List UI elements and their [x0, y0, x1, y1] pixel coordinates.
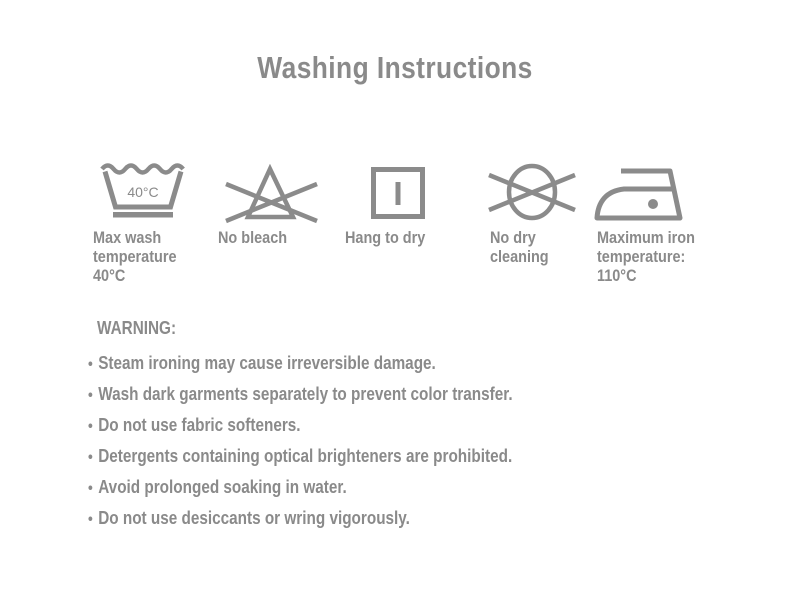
bullet-icon: • — [88, 449, 93, 466]
bullet-icon: • — [88, 387, 93, 404]
warning-item: • Detergents containing optical brighteners are prohibited. — [88, 445, 513, 469]
warning-heading: WARNING: — [97, 318, 177, 338]
wash-tub-40c-icon — [98, 157, 188, 221]
care-symbol-label-no-bleach: No bleach — [218, 228, 288, 247]
hang-to-dry-icon — [371, 167, 425, 219]
care-symbol-label-max-iron: Maximum iron temperature: 110°C — [597, 228, 695, 285]
warning-list — [88, 352, 588, 531]
care-symbol-label-hang-to-dry: Hang to dry — [345, 228, 426, 247]
care-symbol-label-max-wash: Max wash temperature 40°C — [93, 228, 177, 285]
warning-item: • Wash dark garments separately to prevent color transfer. — [88, 383, 513, 407]
bullet-icon: • — [88, 480, 93, 497]
bullet-icon: • — [88, 511, 93, 528]
wash-temperature-text: 40°C — [127, 184, 159, 200]
no-dry-cleaning-icon — [487, 162, 582, 222]
bullet-icon: • — [88, 418, 93, 435]
no-bleach-icon — [224, 164, 319, 226]
warning-item: • Avoid prolonged soaking in water. — [88, 476, 513, 500]
iron-low-heat-icon — [593, 163, 685, 223]
warning-item: • Do not use fabric softeners. — [88, 414, 513, 438]
warning-item: • Do not use desiccants or wring vigorously. — [88, 507, 513, 531]
warning-item: • Steam ironing may cause irreversible damage. — [88, 352, 513, 376]
warning-section — [88, 318, 588, 538]
bullet-icon: • — [88, 356, 93, 373]
page-title: Washing Instructions — [257, 50, 533, 85]
care-symbol-label-no-dry-cleaning: No dry cleaning — [490, 228, 549, 266]
title-row — [0, 50, 790, 86]
